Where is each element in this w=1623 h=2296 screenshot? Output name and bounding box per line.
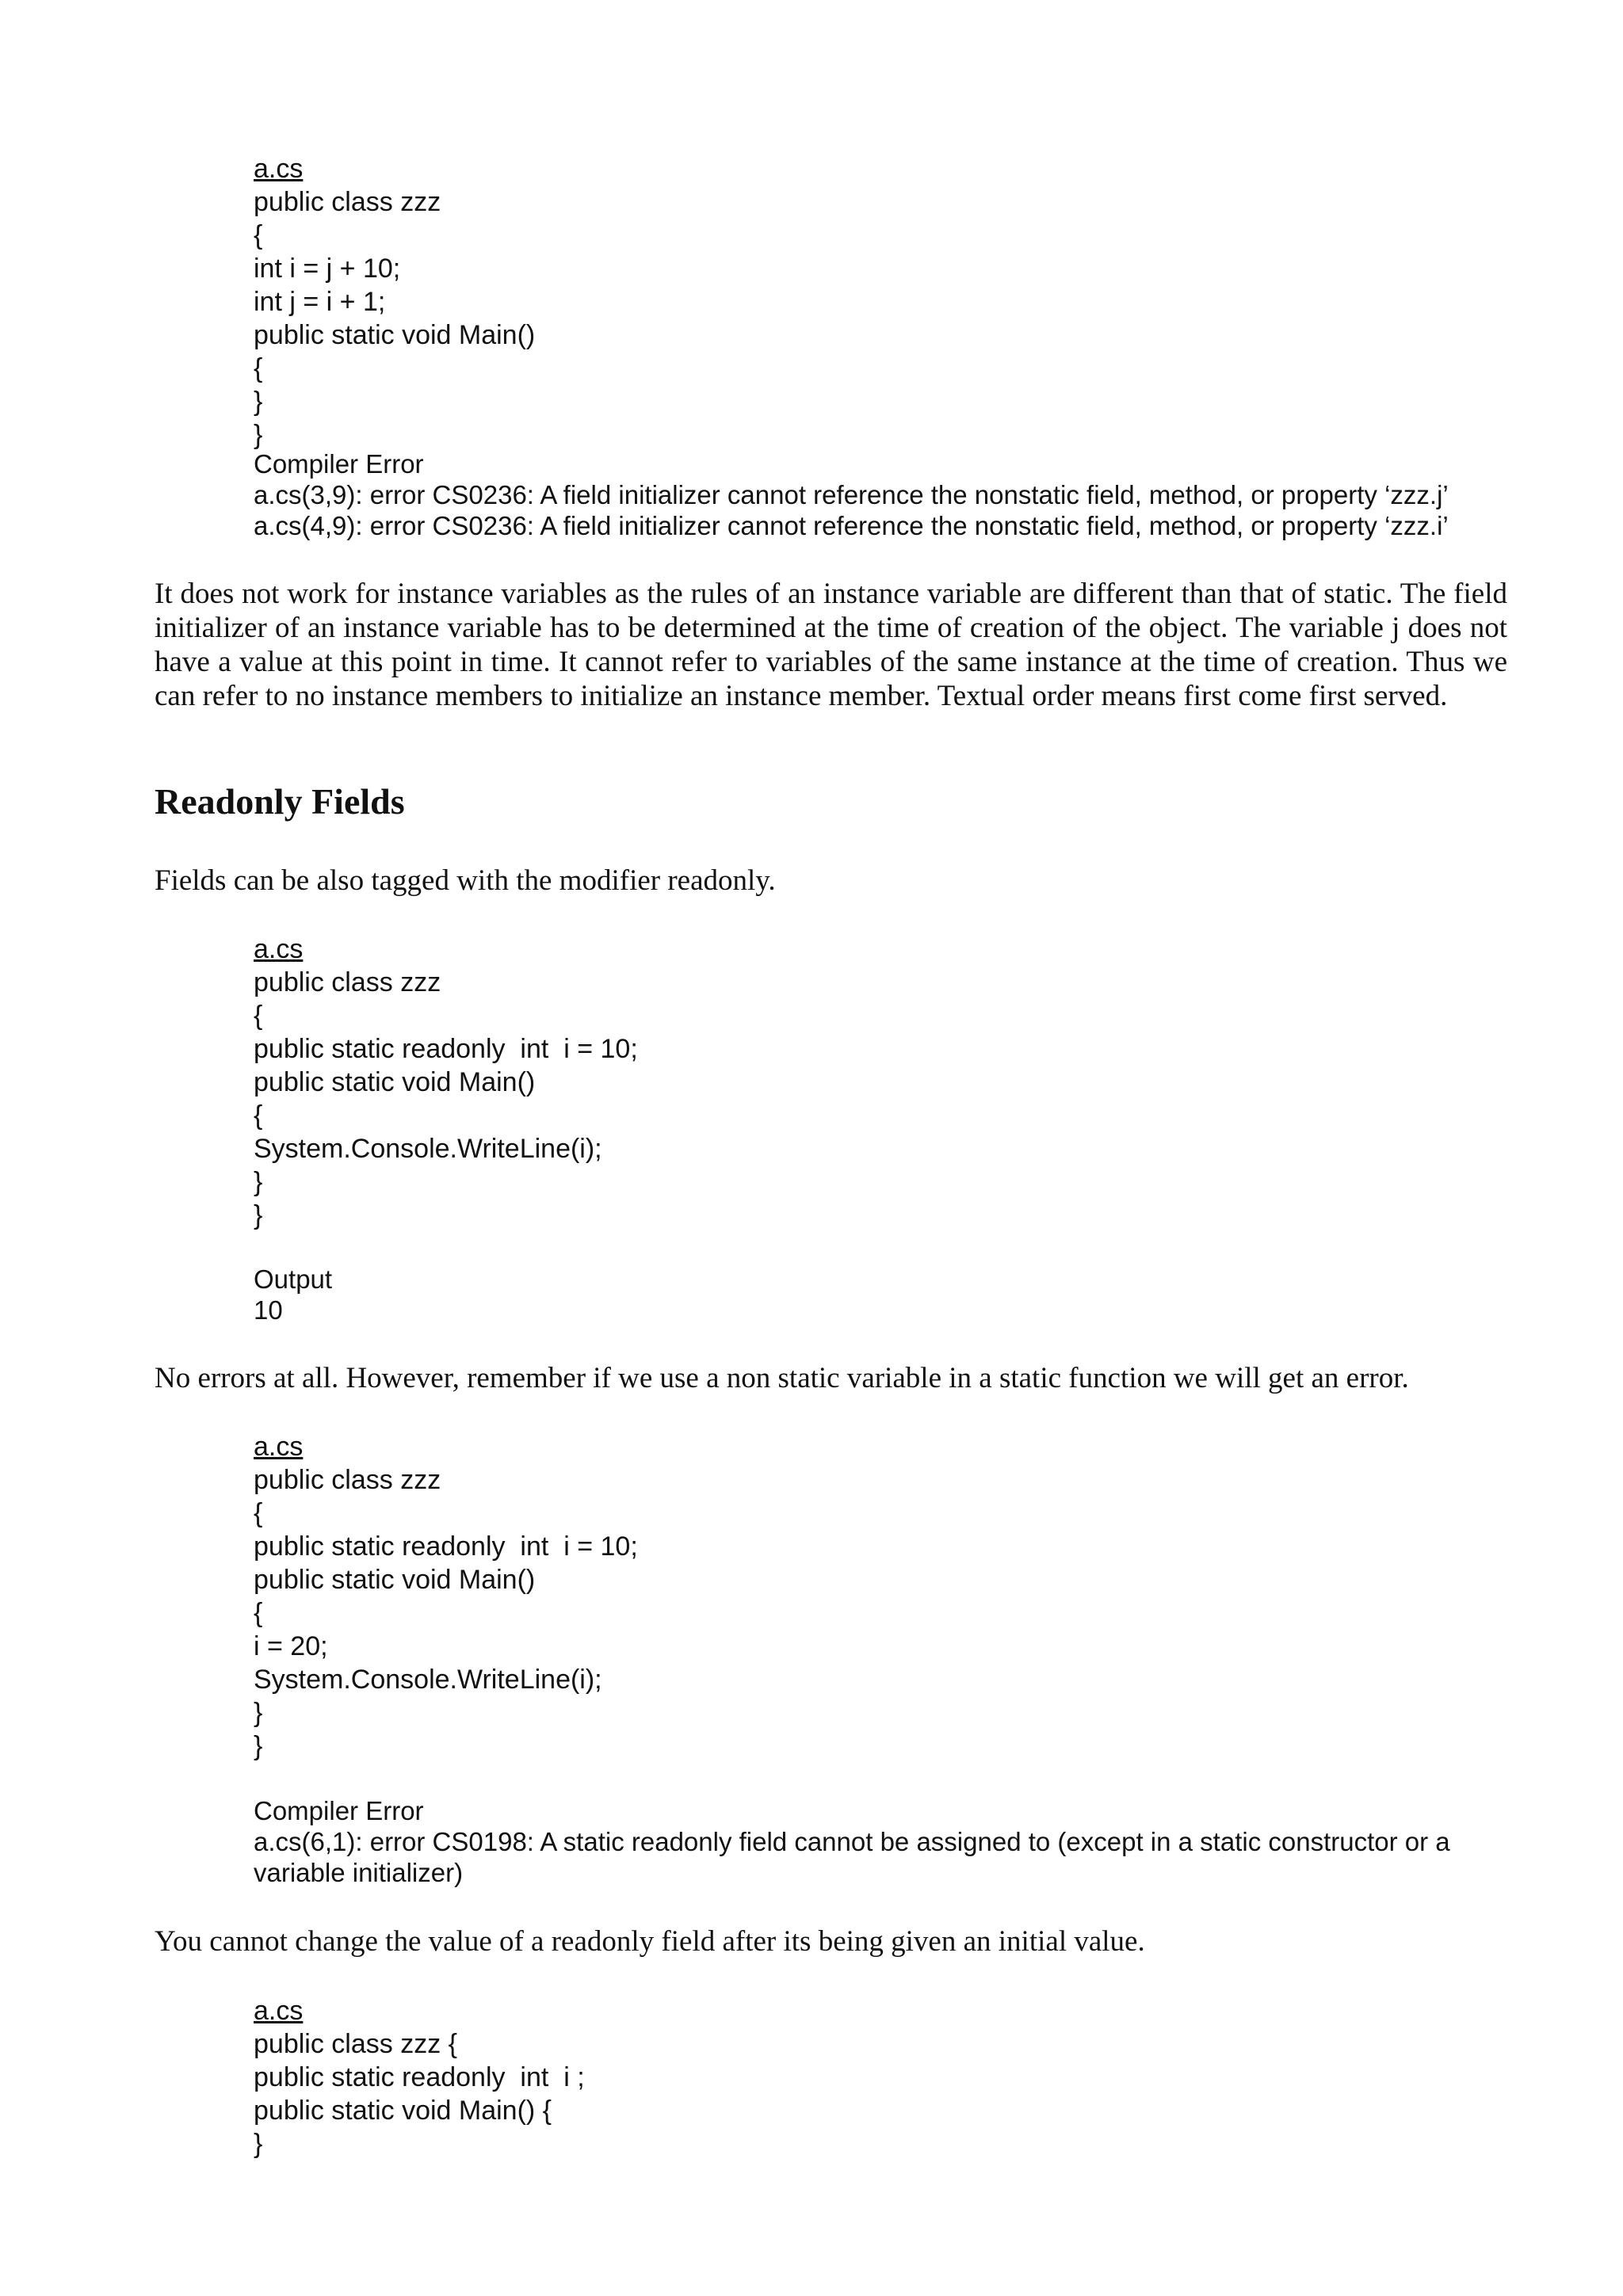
output-line: Compiler Error <box>254 1796 424 1825</box>
program-output-2 <box>254 1264 1506 1325</box>
code-line: } <box>254 1698 263 1728</box>
code-line: int j = i + 1; <box>254 287 386 317</box>
code-line: { <box>254 1001 263 1031</box>
output-line: a.cs(3,9): error CS0236: A field initializer cannot reference the nonstatic field, method, or property ‘zzz.j’ <box>254 480 1449 509</box>
paragraph-readonly-intro: Fields can be also tagged with the modifier readonly. <box>155 864 776 897</box>
output-line: a.cs(4,9): error CS0236: A field initializer cannot reference the nonstatic field, method, or property ‘zzz.i’ <box>254 511 1449 540</box>
code-line: public static readonly int i ; <box>254 2062 585 2092</box>
code-line: public static void Main() { <box>254 2096 552 2126</box>
paragraph-readonly-change: You cannot change the value of a readonly field after its being given an initial value. <box>155 1925 1145 1958</box>
output-line: a.cs(6,1): error CS0198: A static readonly field cannot be assigned to (except in a static constructor or a variable initializer) <box>254 1827 1450 1887</box>
code-block-4 <box>254 1994 585 2161</box>
code-filename: a.cs <box>254 1432 304 1462</box>
code-line: { <box>254 1100 263 1131</box>
paragraph-no-errors: No errors at all. However, remember if we use a non static variable in a static function we will get an error. <box>155 1362 1409 1394</box>
code-line: } <box>254 2129 263 2159</box>
code-line: } <box>254 1200 263 1230</box>
code-line: public static void Main() <box>254 320 536 350</box>
code-line: int i = j + 10; <box>254 254 401 284</box>
compiler-output-3 <box>254 1795 1506 1888</box>
output-line: 10 <box>254 1295 283 1325</box>
code-line: } <box>254 420 263 450</box>
code-block-1 <box>254 152 535 452</box>
code-filename: a.cs <box>254 1996 304 2026</box>
compiler-output-1 <box>254 448 1506 541</box>
output-line: Output <box>254 1264 333 1294</box>
code-line: System.Console.WriteLine(i); <box>254 1665 602 1695</box>
code-line: { <box>254 1598 263 1628</box>
code-line: } <box>254 1731 263 1761</box>
code-line: { <box>254 1498 263 1528</box>
output-line: Compiler Error <box>254 449 424 479</box>
code-line: public class zzz <box>254 187 441 217</box>
code-line: i = 20; <box>254 1631 328 1661</box>
code-block-3 <box>254 1430 638 1763</box>
code-line: public static void Main() <box>254 1067 536 1097</box>
code-block-2 <box>254 933 638 1232</box>
code-line: } <box>254 1167 263 1197</box>
code-line: public static readonly int i = 10; <box>254 1531 638 1562</box>
code-line: } <box>254 387 263 417</box>
code-line: public static void Main() <box>254 1565 536 1595</box>
code-filename: a.cs <box>254 154 304 184</box>
code-line: System.Console.WriteLine(i); <box>254 1134 602 1164</box>
code-line: public static readonly int i = 10; <box>254 1034 638 1064</box>
paragraph-instance-variables: It does not work for instance variables as the rules of an instance variable are different than that of static. The field initializer of an instance variable has to be determined at the time of creation of the object. The variable j does not have a value at this point in time. It cannot refer to variables of the same instance at the time of creation. Thus we can refer to no instance members to initialize an instance member. Textual order means first come first served. <box>155 578 1507 712</box>
code-line: { <box>254 353 263 383</box>
code-line: public class zzz <box>254 967 441 997</box>
code-line: public class zzz <box>254 1465 441 1495</box>
code-line: { <box>254 220 263 250</box>
section-heading: Readonly Fields <box>155 781 405 822</box>
code-filename: a.cs <box>254 934 304 964</box>
code-line: public class zzz { <box>254 2029 457 2059</box>
